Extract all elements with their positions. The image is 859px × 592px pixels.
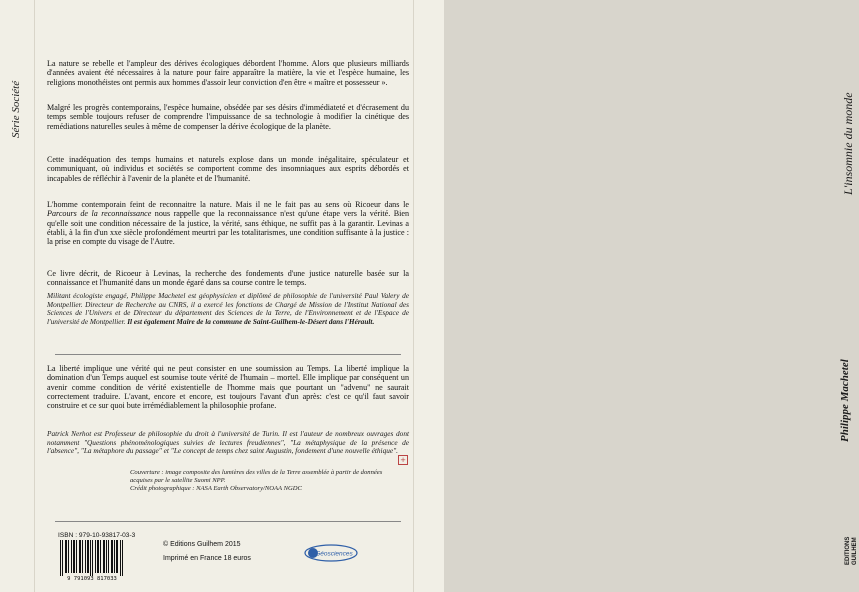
paragraph-1 (47, 59, 409, 87)
paragraph-2-text: Malgré les progrès contemporains, l'espèce humaine, obsédée par ses désirs d'immédiateté et d'écrasement du temps semble toujours refuser de comprendre l'impuissance de sa technologie à modifier la cinétique des remédiations naturelles seules à même de compenser la dérive écologique de la planète. (47, 103, 409, 131)
publisher-copyright: © Editions Guilhem 2015 (163, 541, 241, 548)
barcode (58, 540, 126, 576)
spine-publisher (845, 537, 859, 565)
paragraph-5-text: Ce livre décrit, de Ricoeur à Levinas, la recherche des fondements d'une justice naturelle basée sur la connaissance et l'humanité dans un monde égaré dans sa course contre le temps. (47, 269, 409, 288)
plus-icon: + (398, 455, 408, 465)
paragraph-4-text-b: nous rappelle que la reconnaissance n'est qu'une étape vers la vérité. Bien qu'elle soit une condition nécessaire de la justice, la vérité, sans éthique, ne suffit pas à la garantir. Levinas a établi, à la fin d'un xxe siècle profondément meurtri par les totalitarismes, une condition suffisante à la justice : la prise en compte du visage de l'Autre. (47, 209, 410, 247)
cover-credits-line2: Crédit photographique : NASA Earth Observatory/NOAA NGDC (130, 485, 302, 493)
left-band (0, 0, 35, 592)
geosciences-logo (303, 543, 359, 563)
paragraph-2 (47, 103, 409, 131)
paragraph-1-text: La nature se rebelle et l'ampleur des dérives écologiques débordent l'homme. Alors que plusieurs milliards d'années avaient été nécessaires à la nature pour faire apparaître la matière, la vie et l'espèce humaine, les religions monothéistes ont permis aux hommes d'assoir leur conviction d'en être « maître et possesseur ». (47, 59, 409, 87)
paragraph-4-text-a: L'homme contemporain feint de reconnaitre la nature. Mais il ne le fait pas au sens où Ricoeur dans le (47, 200, 409, 209)
divider (55, 521, 401, 522)
print-price: Imprimé en France 18 euros (163, 555, 251, 562)
series-label: Série Société (10, 80, 22, 138)
author-bio-machetel-a: Militant écologiste engagé, Philippe Machetel est géophysicien et diplômé de philosophie de l'université Paul Valery de Montpellier. Directeur de Recherche au CNRS, il a exercé les fonctions de Chargé de Mission de l'Institut National des Sciences de l'Univers et de Directeur du département des Sciences de la Terre, de l'Environnement et de l'Espace de l'université de Montpellier. (47, 291, 409, 326)
spine-book-title: L'insomnie du monde (841, 92, 855, 195)
paragraph-3-text: Cette inadéquation des temps humains et naturels explose dans un monde inégalitaire, spéculateur et communiquant, où individus et sociétés se comportent comme des insomniaques aux esprits débordés et incapables de réfléchir à l'avenir de la planète et de l'humanité. (47, 155, 409, 183)
spine (413, 0, 858, 592)
cover-credits-line1: Couverture : image composite des lumières des villes de la Terre assemblée à partir de données acquises par le satellite Suomi NPP. (130, 469, 383, 485)
paragraph-5 (47, 269, 409, 288)
barcode-digits: 9 791093 817033 (67, 576, 117, 582)
author-bio-machetel-b: Il est également Maire de la commune de Saint-Guilhem-le-Désert dans l'Hérault. (127, 316, 375, 326)
cover-credits (130, 469, 392, 494)
author-bio-nerhot: Patrick Nerhot est Professeur de philosophie du droit à l'université de Turin. Il est l'auteur de nombreux ouvrages dont notamment "Questions phénoménologiques suivies de lectures freudiennes", "La métaphysique de la présence de l'absence", "La métaphore du passage" et "Le concept de temps chez saint Augustin, fondement d'une nouvelle éthique". (47, 429, 409, 456)
spine-author: Philippe Machetel (839, 359, 851, 442)
cited-book-title: Parcours de la reconnaissance (47, 209, 152, 219)
paragraph-3 (47, 155, 409, 183)
divider (55, 354, 401, 355)
isbn: ISBN : 979-10-93817-03-3 (58, 532, 136, 539)
logo-text: Géosciences (315, 550, 353, 558)
paragraph-6-text: La liberté implique une vérité qui ne peut consister en une soumission au Temps. La liberté implique la domination d'un Temps auquel est soumise toute vérité de l'humain – mortel. Elle implique par conséquent un avenir comme condition de vérité existentielle de l'homme mais que pourtant un "advenu" ne saurait correctement traduire. L'avant, encore et encore, est toujours l'avant d'un après: c'est ce qu'il faut savoir construire et ce sur quoi bute irrémédiablement la philosophie profane. (47, 364, 409, 411)
paragraph-6 (47, 364, 409, 410)
paragraph-4 (47, 200, 409, 246)
author-bio-machetel (47, 292, 409, 326)
spine-publisher-line1: EDITIONS (845, 536, 851, 565)
spine-publisher-line2: GUILHEM (852, 537, 858, 565)
